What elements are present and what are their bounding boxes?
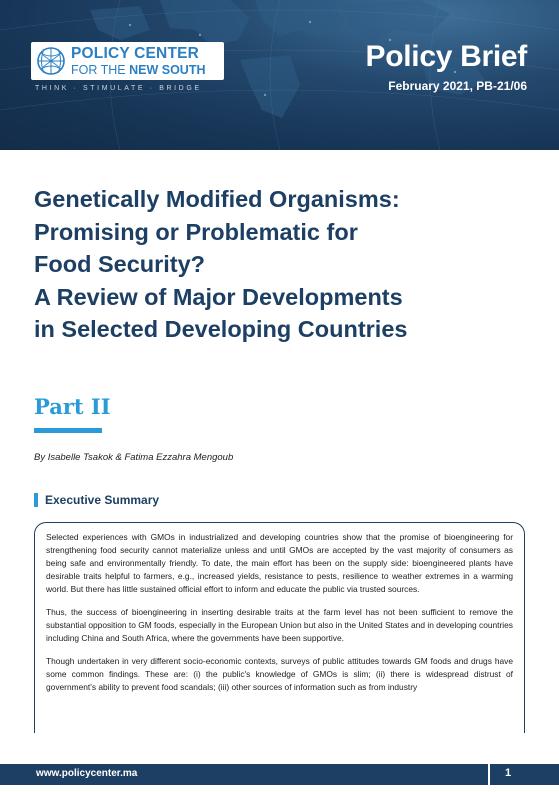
publication-date-code: February 2021, PB-21/06 <box>388 79 527 93</box>
title-line: A Review of Major Developments <box>34 283 403 310</box>
logo-name-line1: POLICY CENTER <box>71 45 200 62</box>
title-line: Promising or Problematic for <box>34 218 358 245</box>
logo-line2-bold: NEW SOUTH <box>129 63 206 77</box>
tagline: THINK · STIMULATE · BRIDGE <box>35 85 202 92</box>
footer-bar <box>0 764 559 785</box>
document-type-title: Policy Brief <box>365 40 527 73</box>
policy-center-logo[interactable] <box>31 42 224 80</box>
summary-paragraph: Though undertaken in very different socio-economic contexts, surveys of public attitudes towards GM foods and drugs have some common findings. These are: (i) the public's knowledge of GMOs is slim; (ii) there is widespread distrust of government's ability to prevent food scandals; (iii) other sources of information such as from industry <box>46 656 513 693</box>
executive-summary-text <box>35 523 524 694</box>
website-link[interactable]: www.policycenter.ma <box>36 768 138 779</box>
page-number: 1 <box>504 767 512 779</box>
section-marker-bar <box>34 493 38 507</box>
globe-mesh-icon <box>35 45 67 77</box>
title-line: Food Security? <box>34 251 206 277</box>
document-title <box>34 183 504 346</box>
title-line: in Selected Developing Countries <box>34 316 408 342</box>
part-underline <box>34 428 102 433</box>
part-label: Part II <box>34 394 111 419</box>
executive-summary-heading: Executive Summary <box>45 493 160 507</box>
authors-line: By Isabelle Tsakok & Fatima Ezzahra Mengoub <box>34 452 234 463</box>
logo-line2-prefix: FOR THE <box>71 63 130 77</box>
title-line: Genetically Modified Organisms: <box>34 186 400 212</box>
summary-paragraph: Thus, the success of bioengineering in inserting desirable traits at the farm level has not been sufficient to remove the substantial opposition to GM foods, especially in the European Union but also in the United States and in developing countries including China and South Africa, where the governments have been supportive. <box>46 607 513 643</box>
header-banner <box>0 0 559 150</box>
summary-paragraph: Selected experiences with GMOs in industrialized and developing countries show that the promise of bioengineering for strengthening food security cannot materialize unless and until GMOs are accepted by the vast majority of consumers as being safe and environmentally friendly. To date, the main effort has been on the supply side: bioengineered plants have desirable traits helpful to farmers, e.g., increased yields, resistance to pests, resilience to weather extremes in a warming world. But there has little sustained official effort to inform and educate the public via trusted sources. <box>46 532 513 594</box>
logo-name-line2 <box>71 63 206 77</box>
executive-summary-box <box>34 522 525 733</box>
